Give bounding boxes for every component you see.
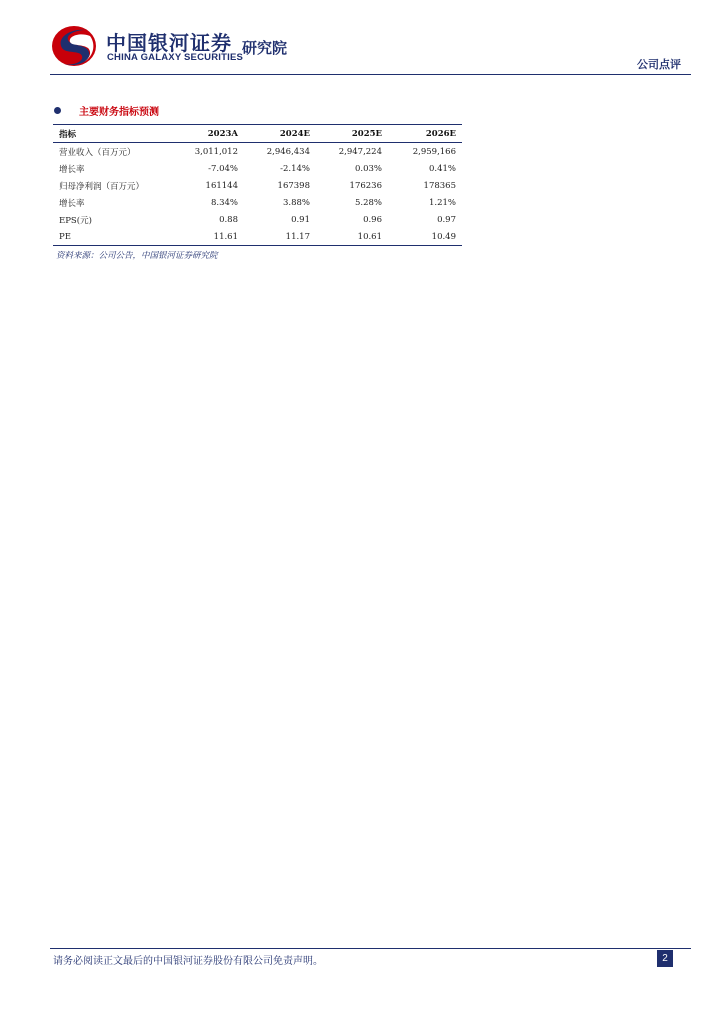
table-cell: 0.96 [363,214,382,225]
page-number-badge: 2 [657,950,673,967]
row-label: PE [59,231,71,242]
table-cell: 176236 [349,180,382,191]
table-cell: 10.49 [431,231,456,242]
header-divider [50,74,691,75]
row-label: 归母净利润（百万元） [59,181,145,192]
financial-forecast-table [53,124,462,246]
table-cell: 8.34% [210,197,238,208]
table-row [53,228,462,246]
table-row [53,160,462,177]
table-row [53,143,462,161]
table-cell: 178365 [423,180,456,191]
bullet-dot-icon [54,107,61,114]
row-label: 增长率 [59,198,85,209]
table-header-row [53,125,462,143]
table-cell: 0.97 [437,214,456,225]
column-header: 2023A [207,128,238,139]
table-cell: 0.91 [291,214,310,225]
table-cell: -2.14% [280,163,310,174]
table-source-note: 资料来源：公司公告，中国银河证券研究院 [56,251,218,261]
column-header: 指标 [59,129,77,140]
column-header: 2024E [279,128,310,139]
section-title: 主要财务指标预测 [79,107,159,118]
table-cell: 3,011,012 [194,146,238,157]
table-cell: 2,946,434 [266,146,310,157]
table-row [53,177,462,194]
brand-subtitle: 研究院 [242,39,288,57]
table-cell: 5.28% [354,197,382,208]
brand-name-english: CHINA GALAXY SECURITIES [107,52,244,63]
table-cell: -7.04% [208,163,238,174]
disclaimer-text: 请务必阅读正文最后的中国银河证券股份有限公司免责声明。 [53,956,323,967]
table-cell: 0.03% [354,163,382,174]
brand-name-chinese: 中国银河证券 [106,31,232,55]
table-cell: 1.21% [428,197,456,208]
table-cell: 10.61 [357,231,382,242]
table-cell: 2,947,224 [338,146,382,157]
column-header: 2026E [425,128,456,139]
report-type-label: 公司点评 [637,58,681,71]
table-cell: 11.61 [213,231,238,242]
table-cell: 161144 [205,180,238,191]
table-cell: 11.17 [285,231,310,242]
table-row [53,194,462,211]
row-label: 增长率 [59,164,85,175]
column-header: 2025E [351,128,382,139]
galaxy-logo-icon [50,24,98,68]
row-label: EPS(元) [59,215,92,226]
table-cell: 167398 [277,180,310,191]
table-cell: 3.88% [282,197,310,208]
table-cell: 0.88 [219,214,238,225]
section-heading [54,103,159,118]
footer-divider [50,948,691,949]
table-row [53,211,462,228]
table-cell: 0.41% [428,163,456,174]
table-cell: 2,959,166 [412,146,456,157]
row-label: 营业收入（百万元） [59,147,136,158]
